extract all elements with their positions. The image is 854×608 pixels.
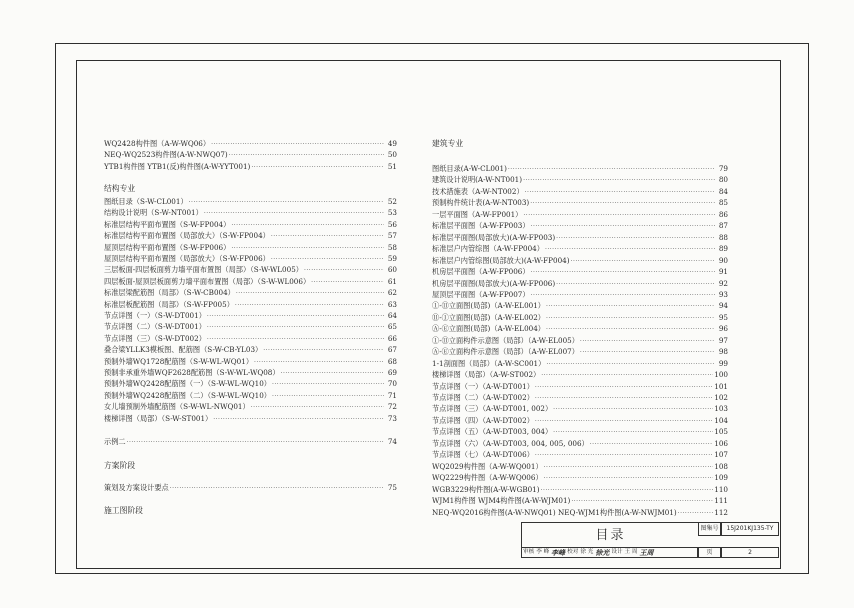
entry-page-number: 106: [714, 438, 728, 448]
entry-title: 策划及方案设计要点: [104, 483, 169, 492]
dot-leader: [211, 138, 384, 150]
dot-leader: [207, 321, 384, 333]
toc-entry: [104, 207, 397, 218]
toc-entry: [104, 367, 397, 378]
entry-title: 预制外墙WQ2428配筋图（二）（S-W-WL-WQ10）: [104, 390, 271, 400]
entry-title: ①-⑪立面构件示意图（局部）（A-W-EL005）: [432, 335, 579, 345]
toc-entry: [104, 219, 397, 230]
entry-page-number: 101: [714, 381, 728, 391]
entry-title: 标准层梁配筋图（局部）（S-W-CB004）: [104, 288, 235, 298]
entry-page-number: 68: [387, 356, 397, 366]
toc-entry: [432, 461, 728, 472]
dot-leader: [571, 495, 713, 507]
dot-leader: [546, 358, 715, 370]
entry-page-number: 95: [718, 312, 728, 322]
entry-page-number: 79: [718, 164, 728, 173]
dot-leader: [590, 438, 714, 450]
entry-page-number: 58: [387, 242, 397, 252]
dot-leader: [556, 278, 715, 290]
entry-title: WQ2229构件图（A-W-WQ006）: [432, 473, 543, 483]
entry-page-number: 49: [387, 139, 397, 148]
atlas-label: 图集号: [698, 522, 721, 536]
toc-entry: [432, 507, 728, 518]
entry-title: 预制外墙WQ2428配筋图（一）（S-W-WL-WQ10）: [104, 379, 271, 389]
entry-page-number: 97: [718, 335, 728, 345]
dot-leader: [304, 264, 384, 276]
toc-entry: [104, 378, 397, 389]
dot-leader: [170, 482, 384, 494]
entry-page-number: 53: [387, 208, 397, 218]
entry-title: 三层板面-四层板面剪力墙平面布置图（局部）（S-W-WL005）: [104, 265, 303, 275]
entry-page-number: 65: [387, 322, 397, 332]
entry-title: 建筑设计说明(A-W-NT001): [432, 175, 523, 185]
entry-page-number: 80: [718, 175, 728, 185]
toc-entry: [432, 495, 728, 506]
dot-leader: [251, 401, 384, 413]
title-block: [521, 522, 779, 566]
toc-entry: [432, 381, 728, 392]
dot-leader: [523, 209, 715, 221]
toc-entry: [104, 264, 397, 275]
toc-entry: [432, 255, 728, 266]
toc-entry: [104, 242, 397, 253]
dot-leader: [535, 381, 713, 393]
toc-entry: [104, 344, 397, 355]
entry-title: WJM1构件图 WJM4构件图(A-W-WJM01): [432, 496, 571, 506]
entry-title: 机房层平面图（A-W-FP006）: [432, 267, 530, 277]
toc-entry-example-two: [104, 436, 397, 447]
entry-title: WQ2428构件图（A-W-WQ06）: [104, 139, 211, 148]
dot-leader: [204, 207, 384, 219]
entry-title: 技术措施表（A-W-NT002）: [432, 186, 524, 196]
toc-entry: [104, 413, 397, 424]
page-number: 2: [721, 547, 779, 558]
entry-page-number: 67: [387, 345, 397, 355]
toc-entry: [432, 369, 728, 380]
entry-page-number: 63: [387, 299, 397, 309]
entry-title: 图纸目录（S-W-CL001）: [104, 197, 188, 206]
dot-leader: [571, 255, 715, 267]
entry-title: 节点详图（五）（A-W-DT003, 004）: [432, 427, 553, 437]
dot-leader: [263, 344, 384, 356]
entry-title: NEQ-WQ2523构件图(A-W-NWQ07): [104, 150, 228, 160]
dot-leader: [553, 403, 713, 415]
toc-entry: [104, 138, 397, 149]
entry-page-number: 109: [714, 473, 728, 483]
entry-page-number: 64: [387, 311, 397, 320]
dot-leader: [189, 196, 384, 208]
dot-leader: [271, 253, 384, 265]
entry-title: 节点详图（一）（A-W-DT001）: [432, 381, 534, 391]
dot-leader: [523, 174, 715, 186]
entry-title: 节点详图（二）（A-W-DT002）: [432, 393, 534, 402]
toc-entry: [104, 196, 397, 207]
designer-name: 王 周: [624, 549, 638, 555]
entry-title: Ⓐ-Ⓔ立面图(局部)（A-W-EL004）: [432, 324, 545, 334]
toc-entry: [432, 392, 728, 403]
toc-entry: [432, 163, 728, 174]
entry-title: 楼梯详图（局部）（A-W-ST002）: [432, 370, 541, 380]
toc-entry: [104, 310, 397, 321]
entry-title: 标准层平面图（A-W-FP003）: [432, 221, 530, 231]
dot-leader: [553, 426, 713, 438]
toc-entry: [432, 346, 728, 357]
toc-entry: [432, 209, 728, 220]
entry-title: NEQ-WQ2016构件图(A-W-NWQ01) NEQ-WJM1构件图(A-W-NWJM01): [432, 507, 677, 517]
page-label: 页: [698, 547, 721, 558]
dot-leader: [530, 197, 715, 209]
entry-page-number: 84: [718, 186, 728, 196]
toc-entry: [432, 449, 728, 460]
entry-page-number: 112: [714, 507, 728, 517]
checker-name: 徐 光: [580, 549, 594, 555]
entry-page-number: 59: [387, 254, 397, 263]
dot-leader: [271, 230, 384, 242]
entry-title: 节点详图（三）（S-W-DT002）: [104, 333, 206, 343]
entry-page-number: 51: [387, 161, 397, 171]
entry-page-number: 85: [718, 198, 728, 208]
entry-title: 结构设计说明（S-W-NT001）: [104, 208, 203, 218]
dot-leader: [531, 266, 715, 278]
entry-page-number: 90: [718, 255, 728, 265]
entry-page-number: 99: [718, 358, 728, 368]
entry-title: 预制外墙WQ1728配筋图（S-W-WL-WQ01）: [104, 356, 254, 366]
entry-title: 楼梯详图（局部）（S-W-ST001）: [104, 413, 213, 423]
designer-signature: 王周: [639, 548, 654, 557]
toc-entry: [104, 230, 397, 241]
toc-entry: [432, 484, 728, 495]
toc-entry: [432, 300, 728, 311]
entry-title: 图纸目录(A-W-CL001): [432, 164, 507, 173]
dot-leader: [678, 507, 714, 519]
toc-entry: [432, 197, 728, 208]
dot-leader: [545, 243, 715, 255]
entry-title: 屋顶层结构平面布置图（S-W-FP006）: [104, 242, 231, 252]
dot-leader: [525, 186, 715, 198]
entry-title: 一层平面图（A-W-FP001）: [432, 209, 523, 219]
signature-row: [521, 547, 698, 558]
entry-title: 示例二: [104, 437, 126, 446]
entry-title: 叠合梁YLLK3模板图、配筋图（S-W-CB-YL03）: [104, 345, 263, 355]
dot-leader: [556, 232, 715, 244]
toc-entry: [432, 278, 728, 289]
entry-title: 节点详图（一）（S-W-DT001）: [104, 311, 206, 320]
toc-entry: [432, 232, 728, 243]
dot-leader: [580, 346, 715, 358]
toc-entry: [432, 312, 728, 323]
entry-page-number: 94: [718, 301, 728, 311]
entry-page-number: 72: [387, 402, 397, 412]
entry-page-number: 71: [387, 390, 397, 400]
entry-page-number: 100: [714, 370, 728, 380]
design-label: 设计: [611, 549, 623, 555]
section-heading-structure: 结构专业: [104, 184, 136, 193]
entry-title: 标准层结构平面布置图（局部放大）（S-W-FP004）: [104, 231, 270, 241]
toc-entry: [432, 323, 728, 334]
entry-title: Ⓐ-Ⓔ立面构件示意图（局部）（A-W-EL007）: [432, 347, 579, 357]
entry-title: 机房层平面图(局部放大)(A-W-FP006): [432, 278, 556, 288]
toc-entry: [432, 289, 728, 300]
entry-page-number: 107: [714, 450, 728, 460]
entry-title: YTB1构件图 YTB1(反)构件图(A-W-YYT001): [104, 161, 251, 171]
toc-entry: [104, 401, 397, 412]
entry-page-number: 75: [387, 483, 397, 492]
dot-leader: [546, 312, 715, 324]
toc-entry: [104, 321, 397, 332]
section-heading-architecture: 建筑专业: [432, 139, 464, 148]
entry-title: WQ2029构件图（A-W-WQ001）: [432, 461, 543, 471]
dot-leader: [541, 484, 714, 496]
dot-leader: [531, 289, 715, 301]
checker-signature: 徐光: [595, 548, 610, 557]
toc-entry: [432, 243, 728, 254]
entry-page-number: 93: [718, 289, 728, 299]
toc-entry: [104, 253, 397, 264]
dot-leader: [546, 300, 715, 312]
toc-entry: [432, 438, 728, 449]
review-label: 审核: [523, 549, 535, 555]
entry-page-number: 89: [718, 244, 728, 254]
dot-leader: [229, 149, 384, 161]
dot-leader: [231, 242, 384, 254]
toc-entry: [104, 299, 397, 310]
entry-page-number: 61: [387, 276, 397, 286]
entry-page-number: 57: [387, 231, 397, 241]
entry-page-number: 86: [718, 209, 728, 219]
dot-leader: [207, 333, 384, 345]
toc-entry: [104, 161, 397, 172]
entry-page-number: 62: [387, 288, 397, 298]
dot-leader: [207, 310, 384, 322]
entry-page-number: 96: [718, 324, 728, 334]
entry-title: 预制非承重外墙WQF2628配筋图（S-W-WL-WQ08）: [104, 368, 280, 377]
entry-page-number: 110: [714, 484, 728, 494]
atlas-number: 15J201KJ135-TY: [721, 522, 779, 536]
entry-title: 1-1剖面图（局部）（A-W-SC001）: [432, 358, 546, 368]
entry-page-number: 105: [714, 427, 728, 437]
dot-leader: [508, 163, 715, 175]
entry-title: WGB3229构件图(A-W-WGB01): [432, 484, 540, 494]
dot-leader: [254, 356, 384, 368]
toc-entry: [104, 390, 397, 401]
dot-leader: [251, 161, 384, 173]
entry-title: 女儿墙预制外墙配筋图（S-W-WL-NWQ01）: [104, 402, 250, 412]
entry-title: 预制构件统计表(A-W-NT003): [432, 198, 530, 208]
entry-page-number: 60: [387, 265, 397, 275]
toc-entry: [104, 287, 397, 298]
entry-title: 节点详图（二）（S-W-DT001）: [104, 322, 206, 332]
toc-entry: [104, 149, 397, 160]
entry-page-number: 108: [714, 461, 728, 471]
entry-page-number: 102: [714, 393, 728, 402]
entry-page-number: 52: [387, 197, 397, 206]
entry-page-number: 87: [718, 221, 728, 231]
check-label: 校对: [567, 549, 579, 555]
entry-page-number: 66: [387, 333, 397, 343]
dot-leader: [531, 220, 715, 232]
entry-page-number: 73: [387, 413, 397, 423]
dot-leader: [535, 415, 713, 427]
section-heading-construction-stage: 施工图阶段: [104, 506, 143, 515]
reviewer-name: 李 峰: [536, 549, 550, 555]
dot-leader: [236, 287, 384, 299]
entry-title: 节点详图（四）（A-W-DT002）: [432, 415, 534, 425]
dot-leader: [541, 369, 713, 381]
entry-page-number: 103: [714, 404, 728, 414]
entry-page-number: 56: [387, 219, 397, 229]
toc-entry: [104, 276, 397, 287]
entry-title: 节点详图（六）（A-W-DT003, 004, 005, 006）: [432, 438, 589, 448]
entry-title: 标准层平面图(局部放大)(A-W-FP003): [432, 232, 556, 242]
toc-entry: [432, 335, 728, 346]
toc-entry: [432, 220, 728, 231]
toc-entry-planning: [104, 482, 397, 493]
dot-leader: [127, 436, 384, 448]
entry-page-number: 74: [387, 437, 397, 446]
toc-entry: [432, 415, 728, 426]
entry-title: ⑪-①立面图(局部)（A-W-EL002）: [432, 312, 545, 322]
dot-leader: [311, 276, 384, 288]
entry-title: 屋顶层平面图（A-W-FP007）: [432, 289, 530, 299]
entry-page-number: 98: [718, 347, 728, 357]
toc-entry: [432, 266, 728, 277]
entry-page-number: 92: [718, 278, 728, 288]
entry-title: 节点详图（七）（A-W-DT006）: [432, 450, 534, 460]
dot-leader: [235, 299, 384, 311]
toc-entry: [432, 403, 728, 414]
dot-leader: [231, 219, 384, 231]
reviewer-signature: 李峰: [551, 548, 566, 557]
entry-page-number: 70: [387, 379, 397, 389]
dot-leader: [213, 413, 384, 425]
dot-leader: [272, 378, 384, 390]
entry-page-number: 88: [718, 232, 728, 242]
toc-entry: [432, 472, 728, 483]
dot-leader: [580, 335, 715, 347]
entry-title: 标准层户内管综图（A-W-FP004）: [432, 244, 544, 254]
entry-page-number: 104: [714, 415, 728, 425]
dot-leader: [272, 390, 384, 402]
entry-title: ①-⑪立面图(局部)（A-W-EL001）: [432, 301, 545, 311]
entry-title: 四层板面-屋顶层板面剪力墙平面布置图（局部）（S-W-WL006）: [104, 276, 311, 286]
dot-leader: [546, 323, 715, 335]
entry-title: 屋顶层结构平面布置图（局部放大）（S-W-FP006）: [104, 254, 270, 263]
entry-title: 标准层结构平面布置图（S-W-FP004）: [104, 219, 231, 229]
section-heading-scheme-stage: 方案阶段: [104, 461, 136, 470]
toc-entry: [432, 174, 728, 185]
toc-entry: [104, 356, 397, 367]
entry-title: 节点详图（三）（A-W-DT001, 002）: [432, 404, 553, 414]
dot-leader: [544, 472, 714, 484]
toc-entry: [104, 333, 397, 344]
dot-leader: [281, 367, 384, 379]
dot-leader: [535, 392, 713, 404]
entry-page-number: 111: [714, 496, 728, 506]
toc-entry: [432, 186, 728, 197]
dot-leader: [544, 461, 714, 473]
toc-entry: [432, 426, 728, 437]
entry-page-number: 50: [387, 150, 397, 160]
entry-page-number: 91: [718, 267, 728, 277]
dot-leader: [535, 449, 713, 461]
title-block-title: 目录: [521, 522, 699, 548]
entry-title: 标准层户内管综图(局部放大)(A-W-FP004): [432, 255, 570, 265]
toc-entry: [432, 358, 728, 369]
entry-page-number: 69: [387, 368, 397, 377]
entry-title: 标准层板配筋图（局部）（S-W-FP005）: [104, 299, 234, 309]
